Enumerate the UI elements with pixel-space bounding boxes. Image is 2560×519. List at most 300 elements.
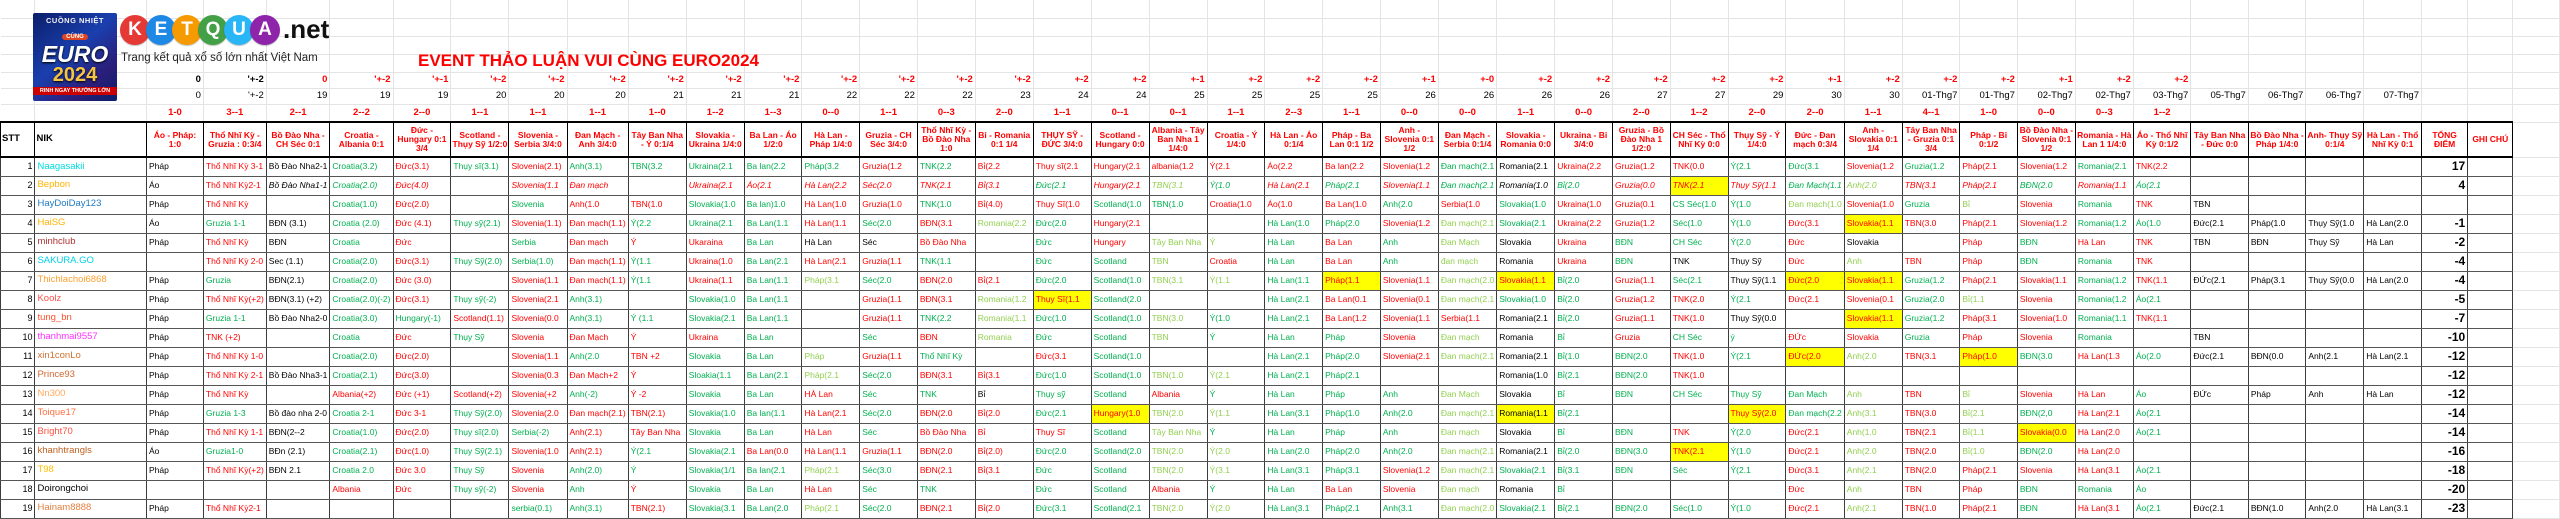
grid-cell[interactable] [2468, 72, 2513, 88]
grid-cell[interactable] [1670, 18, 1728, 36]
prediction-cell[interactable] [1149, 347, 1207, 366]
prediction-cell[interactable]: Scotland [1091, 423, 1149, 442]
prediction-cell[interactable]: Slovenia(1.0 [509, 442, 567, 461]
prediction-cell[interactable]: Ý(2.1 [1207, 157, 1265, 176]
prediction-cell[interactable] [2364, 309, 2422, 328]
prediction-cell[interactable]: Serbia(-2) [509, 423, 567, 442]
prediction-cell[interactable]: Slovakia(1.0 [686, 404, 744, 423]
grid-cell[interactable] [1207, 0, 1265, 18]
prediction-cell[interactable]: Thụy Sỹ(2.0 [1728, 404, 1786, 423]
prediction-cell[interactable]: Bỉ(3.1 [975, 366, 1033, 385]
column-header-match[interactable]: Scotland - Thụy Sỹ 1/2:0 [451, 122, 509, 157]
prediction-cell[interactable]: Thụy Sỹ(0.0 [1728, 309, 1786, 328]
prediction-cell[interactable]: TBN [1902, 480, 1960, 499]
prediction-cell[interactable]: Slovenia(2.1) [509, 157, 567, 176]
column-header-match[interactable]: Thổ Nhĩ Kỳ - Gruzia : 0:3/4 [203, 122, 266, 157]
prediction-cell[interactable]: Áo [146, 442, 203, 461]
prediction-cell[interactable]: Đức(3.1 [1786, 461, 1844, 480]
prediction-cell[interactable]: Hà Lan(2.1 [2075, 404, 2133, 423]
prediction-cell[interactable]: Hà Lan [1265, 385, 1323, 404]
prediction-cell[interactable]: Hà Lan(2.0 [2075, 423, 2133, 442]
prediction-cell[interactable]: Croatia(2.0)(-2) [330, 290, 393, 309]
grid-cell[interactable] [2133, 36, 2191, 54]
prediction-cell[interactable]: Croatia [1207, 252, 1265, 271]
prediction-cell[interactable]: Ba Lan [744, 347, 802, 366]
prediction-cell[interactable]: Đức(1.0) [393, 442, 451, 461]
prediction-cell[interactable]: Pháp [1960, 233, 2018, 252]
grid-cell[interactable] [2421, 0, 2467, 18]
prediction-cell[interactable]: Pháp(2.0 [1323, 442, 1381, 461]
grid-cell[interactable] [1728, 54, 1786, 72]
grid-cell[interactable] [802, 36, 860, 54]
column-header-nik[interactable]: NIK [35, 122, 147, 157]
column-header-match[interactable]: Ukraina - Bỉ 3/4:0 [1555, 122, 1613, 157]
match-result-cell[interactable]: 2--1 [266, 104, 330, 122]
prediction-cell[interactable]: Gruzia(1.1 [860, 252, 918, 271]
prediction-cell[interactable]: Đức(2.1 [1033, 176, 1091, 195]
prediction-cell[interactable]: Hà Lan(1.1 [1265, 271, 1323, 290]
prediction-cell[interactable]: Anh [1380, 385, 1438, 404]
grid-cell[interactable] [975, 18, 1033, 36]
prediction-cell[interactable]: Pháp(2.1 [1323, 499, 1381, 518]
column-header-match[interactable]: Slovenia - Serbia 3/4:0 [509, 122, 567, 157]
column-header-match[interactable]: Scotland - Hungary 0:0 [1091, 122, 1149, 157]
grid-cell[interactable] [686, 18, 744, 36]
grid-cell[interactable] [1960, 36, 2018, 54]
grid-cell[interactable] [1265, 36, 1323, 54]
prediction-cell[interactable]: Ba Lan(0.0 [744, 442, 802, 461]
total-points-cell[interactable]: -12 [2421, 347, 2467, 366]
grid-cell[interactable] [2468, 36, 2513, 54]
prediction-cell[interactable]: Slovenia(1.2 [1380, 461, 1438, 480]
prediction-cell[interactable]: TBN [2191, 233, 2249, 252]
prediction-cell[interactable]: Đan mạch [567, 233, 628, 252]
handicap-mark-cell[interactable]: 0 [266, 72, 330, 88]
prediction-cell[interactable] [2248, 176, 2306, 195]
prediction-cell[interactable]: Bồ Đào Nha1-1 [266, 176, 330, 195]
prediction-cell[interactable]: Đan mạch [1438, 423, 1496, 442]
grid-cell[interactable] [330, 54, 393, 72]
player-nick[interactable]: HayDoiDay123 [35, 195, 147, 214]
prediction-cell[interactable]: serbia(0.1) [509, 499, 567, 518]
stt-cell[interactable]: 1 [1, 157, 35, 176]
match-result-cell[interactable]: 0--0 [802, 104, 860, 122]
prediction-cell[interactable]: Slovenia(1.1 [509, 271, 567, 290]
note-cell[interactable] [2468, 290, 2513, 309]
prediction-cell[interactable]: Thụy sỹ(-2) [451, 290, 509, 309]
prediction-cell[interactable]: Romania(1.2 [975, 290, 1033, 309]
handicap-mark-cell[interactable]: +-1 [1149, 72, 1207, 88]
prediction-cell[interactable]: Slovakia(2.1 [1497, 499, 1555, 518]
match-date-cell[interactable]: 06-Thg7 [2306, 88, 2364, 104]
prediction-cell[interactable]: Gruzia 1-1 [203, 309, 266, 328]
player-nick[interactable]: minhclub [35, 233, 147, 252]
prediction-cell[interactable]: Tây Ban Nha [628, 423, 686, 442]
prediction-cell[interactable]: Anh(1.0 [567, 195, 628, 214]
prediction-cell[interactable]: Ý(1.0 [1728, 214, 1786, 233]
prediction-cell[interactable]: TNK [2133, 195, 2191, 214]
grid-cell[interactable] [744, 18, 802, 36]
grid-cell[interactable] [2513, 404, 2560, 423]
grid-cell[interactable] [1786, 54, 1844, 72]
prediction-cell[interactable]: Ý(1.0 [1207, 309, 1265, 328]
grid-cell[interactable] [1323, 36, 1381, 54]
prediction-cell[interactable]: Pháp(3.1 [1323, 461, 1381, 480]
column-header-match[interactable]: Pháp - Bỉ 0:1/2 [1960, 122, 2018, 157]
grid-cell[interactable] [1265, 18, 1323, 36]
match-date-cell[interactable]: 25 [1323, 88, 1381, 104]
match-date-cell[interactable]: 20 [567, 88, 628, 104]
prediction-cell[interactable]: Hà Lan [1265, 480, 1323, 499]
grid-cell[interactable] [2468, 104, 2513, 122]
prediction-cell[interactable]: Ý(2.1 [1728, 347, 1786, 366]
total-points-cell[interactable]: -2 [2421, 233, 2467, 252]
handicap-mark-cell[interactable] [2306, 72, 2364, 88]
note-cell[interactable] [2468, 442, 2513, 461]
prediction-cell[interactable]: Pháp(2.1 [1960, 499, 2018, 518]
note-cell[interactable] [2468, 366, 2513, 385]
prediction-cell[interactable]: TNK(1.0 [1670, 366, 1728, 385]
prediction-cell[interactable]: BĐN [1613, 252, 1671, 271]
prediction-cell[interactable] [451, 233, 509, 252]
prediction-cell[interactable]: Ukraina(2.1 [686, 214, 744, 233]
prediction-cell[interactable]: Đức(3.1) [393, 157, 451, 176]
grid-cell[interactable] [2513, 157, 2560, 176]
prediction-cell[interactable]: Thụy Sĩ [1033, 423, 1091, 442]
player-nick[interactable]: thanhmai9557 [35, 328, 147, 347]
prediction-cell[interactable]: Slovakia(2.1 [1497, 461, 1555, 480]
stt-cell[interactable]: 17 [1, 461, 35, 480]
prediction-cell[interactable] [2364, 157, 2422, 176]
prediction-cell[interactable]: Bỉ(2.0 [1555, 290, 1613, 309]
prediction-cell[interactable]: Ba Lan(2.1 [744, 366, 802, 385]
prediction-cell[interactable]: Slovakia(1.0 [1497, 290, 1555, 309]
prediction-cell[interactable]: Romania [975, 328, 1033, 347]
handicap-mark-cell[interactable]: +-2 [1844, 72, 1902, 88]
prediction-cell[interactable]: Slovenia(0.1 [1380, 290, 1438, 309]
handicap-mark-cell[interactable]: +-1 [1380, 72, 1438, 88]
prediction-cell[interactable]: Anh [1844, 385, 1902, 404]
prediction-cell[interactable]: Bỉ [1960, 385, 2018, 404]
prediction-cell[interactable]: Đức [1786, 233, 1844, 252]
total-points-cell[interactable]: -4 [2421, 252, 2467, 271]
player-nick[interactable]: T98 [35, 461, 147, 480]
prediction-cell[interactable]: Pháp [146, 290, 203, 309]
prediction-cell[interactable] [2364, 176, 2422, 195]
player-nick[interactable]: Bright70 [35, 423, 147, 442]
prediction-cell[interactable]: Gruzia(1.2 [860, 157, 918, 176]
prediction-cell[interactable]: ĐỨc [1786, 328, 1844, 347]
total-points-cell[interactable] [2421, 195, 2467, 214]
prediction-cell[interactable]: Séc(1.0 [1670, 214, 1728, 233]
grid-cell[interactable] [2513, 72, 2560, 88]
prediction-cell[interactable] [1902, 233, 1960, 252]
prediction-cell[interactable]: Slovenia [509, 195, 567, 214]
prediction-cell[interactable]: Đức(3.1) [393, 252, 451, 271]
prediction-cell[interactable]: Áo(2.1 [744, 176, 802, 195]
grid-cell[interactable] [1902, 54, 1960, 72]
prediction-cell[interactable] [2248, 309, 2306, 328]
prediction-cell[interactable]: Đức(3.1 [1786, 157, 1844, 176]
column-header-match[interactable]: Croatia - Albania 0:1 [330, 122, 393, 157]
prediction-cell[interactable]: Albania [1149, 385, 1207, 404]
prediction-cell[interactable]: Đan mạch(1.1) [567, 252, 628, 271]
prediction-cell[interactable]: Gruzia [1613, 328, 1671, 347]
prediction-cell[interactable]: Đức(2.0 [1033, 442, 1091, 461]
grid-cell[interactable] [1, 54, 35, 72]
grid-cell[interactable] [509, 18, 567, 36]
match-result-cell[interactable]: 1--2 [686, 104, 744, 122]
prediction-cell[interactable] [2248, 328, 2306, 347]
handicap-mark-cell[interactable]: '+-2 [975, 72, 1033, 88]
prediction-cell[interactable]: Anh(3.1) [567, 157, 628, 176]
prediction-cell[interactable]: Anh(2.1) [567, 442, 628, 461]
match-date-cell[interactable]: 0 [146, 88, 203, 104]
total-points-cell[interactable]: -23 [2421, 499, 2467, 518]
match-result-cell[interactable]: 3--1 [203, 104, 266, 122]
prediction-cell[interactable]: BĐN [2017, 499, 2075, 518]
prediction-cell[interactable]: Bồ Đào Nha [917, 423, 975, 442]
prediction-cell[interactable]: Hà Lan [1265, 328, 1323, 347]
grid-cell[interactable] [1207, 18, 1265, 36]
grid-cell[interactable] [393, 0, 451, 18]
grid-cell[interactable] [917, 54, 975, 72]
grid-cell[interactable] [1902, 18, 1960, 36]
prediction-cell[interactable]: Ý(1.1 [1207, 404, 1265, 423]
prediction-cell[interactable]: BĐN(2,0 [2017, 404, 2075, 423]
prediction-cell[interactable]: Bồ Đào Nha3-1 [266, 366, 330, 385]
prediction-cell[interactable]: Anh [1380, 423, 1438, 442]
match-result-cell[interactable]: 0--0 [1380, 104, 1438, 122]
prediction-cell[interactable]: Slovenia [509, 328, 567, 347]
prediction-cell[interactable]: Thụy Sỹ(2.0) [451, 252, 509, 271]
note-cell[interactable] [2468, 176, 2513, 195]
prediction-cell[interactable]: Thụy sỹ(-2) [451, 480, 509, 499]
prediction-cell[interactable]: Slovakia(1.1 [1497, 271, 1555, 290]
prediction-cell[interactable]: Anh(2.0 [1380, 404, 1438, 423]
prediction-cell[interactable] [1728, 480, 1786, 499]
prediction-cell[interactable]: Pháp(2.1 [1960, 271, 2018, 290]
stt-cell[interactable]: 3 [1, 195, 35, 214]
prediction-cell[interactable]: Thụy sĩ(3.1) [451, 157, 509, 176]
grid-cell[interactable] [2075, 0, 2133, 18]
prediction-cell[interactable]: TBN(2.0 [1149, 499, 1207, 518]
prediction-cell[interactable]: Bỉ(3.1 [975, 461, 1033, 480]
prediction-cell[interactable] [2248, 366, 2306, 385]
prediction-cell[interactable]: Bỉ(2.0 [975, 404, 1033, 423]
column-header-match[interactable]: Hà Lan - Áo 0:1/4 [1265, 122, 1323, 157]
prediction-cell[interactable]: Anh(2.0 [1844, 176, 1902, 195]
prediction-cell[interactable]: Hà Lan(2.0 [1265, 442, 1323, 461]
prediction-cell[interactable] [451, 366, 509, 385]
prediction-cell[interactable]: TNK(2.0 [1670, 290, 1728, 309]
prediction-cell[interactable]: Thụy Sĩ(1.0 [1033, 195, 1091, 214]
prediction-cell[interactable]: Albania [1149, 480, 1207, 499]
grid-cell[interactable] [744, 0, 802, 18]
prediction-cell[interactable]: Pháp [1323, 423, 1381, 442]
total-points-cell[interactable]: -12 [2421, 385, 2467, 404]
prediction-cell[interactable] [2075, 366, 2133, 385]
grid-cell[interactable] [567, 0, 628, 18]
prediction-cell[interactable]: Đan Mạch [1438, 385, 1496, 404]
prediction-cell[interactable]: Hà Lan(2.1 [1265, 366, 1323, 385]
prediction-cell[interactable]: Ý [1207, 423, 1265, 442]
prediction-cell[interactable] [2306, 309, 2364, 328]
grid-cell[interactable] [1960, 18, 2018, 36]
column-header-stt[interactable]: STT [1, 122, 35, 157]
prediction-cell[interactable] [1728, 366, 1786, 385]
column-header-match[interactable]: Bồ Đào Nha - Pháp 1/4:0 [2248, 122, 2306, 157]
prediction-cell[interactable]: BĐN(1.0 [2248, 499, 2306, 518]
prediction-cell[interactable]: HÀ Lan [802, 385, 860, 404]
prediction-cell[interactable]: Scotland(1.0 [1091, 347, 1149, 366]
grid-cell[interactable] [2513, 271, 2560, 290]
prediction-cell[interactable] [451, 499, 509, 518]
grid-cell[interactable] [393, 18, 451, 36]
prediction-cell[interactable]: Ba lan(2.2 [744, 157, 802, 176]
prediction-cell[interactable]: Anh(3.1 [1844, 404, 1902, 423]
prediction-cell[interactable]: Đức(2.1 [2191, 499, 2249, 518]
match-result-cell[interactable]: 1--0 [628, 104, 686, 122]
prediction-cell[interactable]: Gruzia(1.2 [1613, 214, 1671, 233]
prediction-cell[interactable]: Đan mạch(2.1) [567, 404, 628, 423]
grid-cell[interactable] [330, 18, 393, 36]
prediction-cell[interactable]: Hà Lan(2.1 [1265, 290, 1323, 309]
grid-cell[interactable] [2513, 104, 2560, 122]
prediction-cell[interactable]: Bỉ [1555, 423, 1613, 442]
match-date-cell[interactable]: 21 [686, 88, 744, 104]
prediction-cell[interactable]: Hà Lan(1.3 [2075, 347, 2133, 366]
player-nick[interactable]: SAKURA.GO [35, 252, 147, 271]
grid-cell[interactable] [2468, 0, 2513, 18]
stt-cell[interactable]: 19 [1, 499, 35, 518]
prediction-cell[interactable]: Thụy Sỹ(2.0) [451, 404, 509, 423]
prediction-cell[interactable]: Ý(1.0 [1207, 176, 1265, 195]
prediction-cell[interactable]: Anh [567, 480, 628, 499]
match-result-cell[interactable]: 1--3 [744, 104, 802, 122]
prediction-cell[interactable]: Áo [146, 176, 203, 195]
prediction-cell[interactable]: Anh(2.0 [1844, 347, 1902, 366]
prediction-cell[interactable]: Croatia(2.1) [330, 442, 393, 461]
prediction-cell[interactable]: TBN(2.0 [1902, 461, 1960, 480]
prediction-cell[interactable]: TNK(2.1 [1670, 176, 1728, 195]
match-result-cell[interactable]: 1--1 [1323, 104, 1381, 122]
handicap-mark-cell[interactable]: '+-2 [628, 72, 686, 88]
grid-cell[interactable] [1380, 54, 1438, 72]
prediction-cell[interactable]: Albania [330, 480, 393, 499]
grid-cell[interactable] [2513, 233, 2560, 252]
prediction-cell[interactable]: Slovakia [686, 423, 744, 442]
prediction-cell[interactable]: Slovakia [1844, 328, 1902, 347]
note-cell[interactable] [2468, 195, 2513, 214]
match-result-cell[interactable]: 0--3 [917, 104, 975, 122]
prediction-cell[interactable]: Gruzia(1.1 [860, 442, 918, 461]
prediction-cell[interactable]: Ba Lan(1.1 [744, 290, 802, 309]
prediction-cell[interactable]: Séc(2.0 [860, 176, 918, 195]
prediction-cell[interactable]: Ý [1207, 328, 1265, 347]
prediction-cell[interactable]: BĐN [1613, 461, 1671, 480]
prediction-cell[interactable]: Đan mạch(2.1 [1438, 404, 1496, 423]
grid-cell[interactable] [1323, 0, 1381, 18]
grid-cell[interactable] [802, 0, 860, 18]
prediction-cell[interactable]: Bỉ(2.1 [1555, 366, 1613, 385]
prediction-cell[interactable]: TNK(2.1 [1670, 442, 1728, 461]
prediction-cell[interactable]: BĐN [1613, 233, 1671, 252]
stt-cell[interactable]: 10 [1, 328, 35, 347]
prediction-cell[interactable]: Romania(2.1 [1497, 347, 1555, 366]
grid-cell[interactable] [2133, 54, 2191, 72]
prediction-cell[interactable]: Bồ Đào Nha2-1 [266, 157, 330, 176]
prediction-cell[interactable]: Pháp [146, 499, 203, 518]
grid-cell[interactable] [1670, 54, 1728, 72]
stt-cell[interactable]: 18 [1, 480, 35, 499]
prediction-cell[interactable]: TBN(1.0 [1149, 195, 1207, 214]
prediction-cell[interactable]: Pháp(2.1 [1960, 461, 2018, 480]
prediction-cell[interactable]: Scotland(2.0 [1091, 442, 1149, 461]
handicap-mark-cell[interactable]: +-2 [1265, 72, 1323, 88]
prediction-cell[interactable]: Thổ Nhĩ Kỳ [917, 347, 975, 366]
prediction-cell[interactable]: TNK(1.1 [2133, 309, 2191, 328]
prediction-cell[interactable]: Tây Ban Nha [1149, 233, 1207, 252]
prediction-cell[interactable]: Ba lan(2.2 [1323, 157, 1381, 176]
prediction-cell[interactable]: Slovenia(2.0 [509, 404, 567, 423]
prediction-cell[interactable]: Anh(2.0 [1844, 442, 1902, 461]
prediction-cell[interactable] [975, 233, 1033, 252]
prediction-cell[interactable]: Hà Lan(3.1 [2364, 499, 2422, 518]
grid-cell[interactable] [1613, 36, 1671, 54]
grid-cell[interactable] [2468, 18, 2513, 36]
prediction-cell[interactable] [975, 252, 1033, 271]
prediction-cell[interactable]: Romania(1.0 [1497, 366, 1555, 385]
prediction-cell[interactable]: TNK (+2) [203, 328, 266, 347]
prediction-cell[interactable]: Slovenia(1.2 [1380, 214, 1438, 233]
grid-cell[interactable] [2513, 122, 2560, 157]
note-cell[interactable] [2468, 233, 2513, 252]
grid-cell[interactable] [2133, 18, 2191, 36]
prediction-cell[interactable]: Đức(4.0) [393, 176, 451, 195]
match-result-cell[interactable]: 2--0 [393, 104, 451, 122]
match-result-cell[interactable]: 1--2 [2133, 104, 2191, 122]
prediction-cell[interactable]: Hà Lan(2.1 [1265, 176, 1323, 195]
grid-cell[interactable] [2191, 54, 2249, 72]
player-nick[interactable]: Koolz [35, 290, 147, 309]
prediction-cell[interactable] [266, 480, 330, 499]
prediction-cell[interactable]: Slovenia(0.3 [509, 366, 567, 385]
grid-cell[interactable] [1613, 0, 1671, 18]
prediction-cell[interactable]: Anh(1.0 [1844, 423, 1902, 442]
prediction-cell[interactable]: Slovakia [686, 347, 744, 366]
prediction-cell[interactable]: Áo(2.2 [1265, 157, 1323, 176]
prediction-cell[interactable]: Slovenia [2017, 328, 2075, 347]
grid-cell[interactable] [1091, 54, 1149, 72]
prediction-cell[interactable]: Pháp(2.1 [1960, 214, 2018, 233]
grid-cell[interactable] [2248, 0, 2306, 18]
prediction-cell[interactable] [2306, 252, 2364, 271]
grid-cell[interactable] [917, 18, 975, 36]
prediction-cell[interactable]: Ý [1207, 233, 1265, 252]
prediction-cell[interactable]: Slovenia(1.2 [2017, 214, 2075, 233]
prediction-cell[interactable]: TBN [1149, 328, 1207, 347]
prediction-cell[interactable]: Slovakia [1497, 385, 1555, 404]
prediction-cell[interactable]: Romania(2.1 [1497, 157, 1555, 176]
prediction-cell[interactable]: Pháp [146, 366, 203, 385]
grid-cell[interactable] [1323, 54, 1381, 72]
prediction-cell[interactable]: Romania(1.1 [2075, 309, 2133, 328]
grid-cell[interactable] [1438, 18, 1496, 36]
prediction-cell[interactable]: Gruzia(1.1 [1613, 271, 1671, 290]
prediction-cell[interactable]: Đan mạch(2.0 [1438, 499, 1496, 518]
grid-cell[interactable] [2513, 214, 2560, 233]
